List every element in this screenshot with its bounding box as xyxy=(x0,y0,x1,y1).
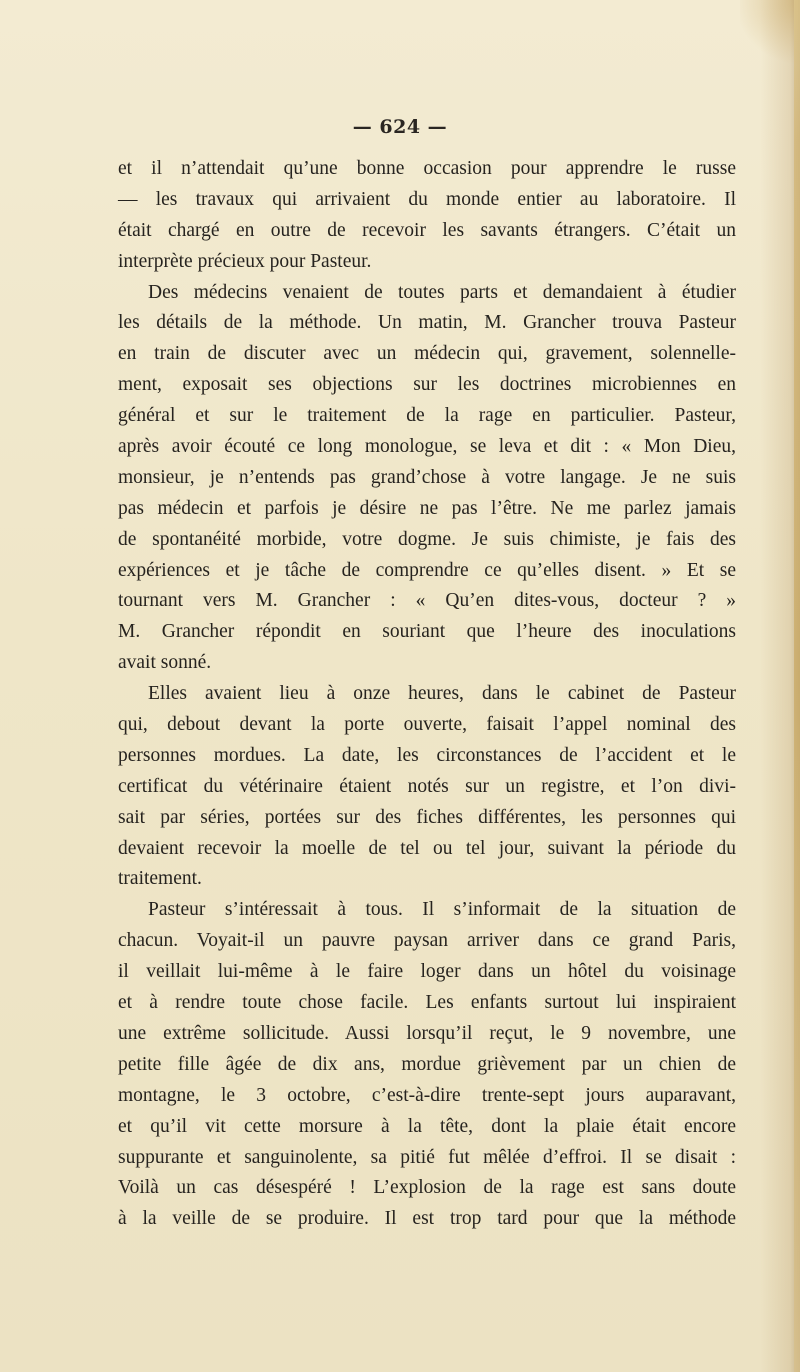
page-number: — 624 — xyxy=(352,116,448,138)
text-line: de spontanéité morbide, votre dogme. Je suis chimiste, je fais des xyxy=(118,528,736,550)
text-line: avait sonné. xyxy=(118,652,212,674)
text-line: il veillait lui-même à le faire loger dans un hôtel du voisinage xyxy=(118,961,736,983)
text-line: traitement. xyxy=(118,868,202,890)
text-line: en train de discuter avec un médecin qui, gravement, solennelle- xyxy=(118,343,736,365)
text-line: Voilà un cas désespéré ! L’explosion de la rage est sans doute xyxy=(118,1177,736,1199)
text-line: ment, exposait ses objections sur les doctrines microbiennes en xyxy=(118,374,736,396)
text-line: Elles avaient lieu à onze heures, dans le cabinet de Pasteur xyxy=(148,683,736,705)
text-line: expériences et je tâche de comprendre ce qu’elles disent. » Et se xyxy=(118,559,736,581)
text-line: une extrême sollicitude. Aussi lorsqu’il reçut, le 9 novembre, une xyxy=(118,1022,736,1044)
text-line: tournant vers M. Grancher : « Qu’en dites-vous, docteur ? » xyxy=(118,590,736,612)
text-line: et qu’il vit cette morsure à la tête, dont la plaie était encore xyxy=(118,1115,736,1137)
text-line: chacun. Voyait-il un pauvre paysan arriver dans ce grand Paris, xyxy=(118,930,736,952)
text-line: général et sur le traitement de la rage en particulier. Pasteur, xyxy=(118,405,736,427)
body-text xyxy=(118,154,736,1235)
text-line: les détails de la méthode. Un matin, M. Grancher trouva Pasteur xyxy=(118,312,736,334)
text-line: M. Grancher répondit en souriant que l’heure des inoculations xyxy=(118,621,736,643)
text-line: devaient recevoir la moelle de tel ou tel jour, suivant la période du xyxy=(118,837,736,859)
text-line: après avoir écouté ce long monologue, se leva et dit : « Mon Dieu, xyxy=(118,436,736,458)
text-line: personnes mordues. La date, les circonstances de l’accident et le xyxy=(118,744,736,766)
text-line: et il n’attendait qu’une bonne occasion pour apprendre le russe xyxy=(118,158,736,179)
text-line: Pasteur s’intéressait à tous. Il s’informait de la situation de xyxy=(148,899,736,921)
text-line: Des médecins venaient de toutes parts et demandaient à étudier xyxy=(148,281,736,303)
text-line: à la veille de se produire. Il est trop tard pour que la méthode xyxy=(118,1208,736,1230)
page-edge xyxy=(794,0,800,1372)
text-line: interprète précieux pour Pasteur. xyxy=(118,250,372,272)
text-line: pas médecin et parfois je désire ne pas l’être. Ne me parlez jamais xyxy=(118,497,736,519)
text-line: — les travaux qui arrivaient du monde entier au laboratoire. Il xyxy=(118,188,736,210)
text-line: était chargé en outre de recevoir les savants étrangers. C’était un xyxy=(118,219,736,241)
text-line: monsieur, je n’entends pas grand’chose à votre langage. Je ne suis xyxy=(118,466,736,488)
text-line: certificat du vétérinaire étaient notés sur un registre, et l’on divi- xyxy=(118,775,736,797)
text-line: qui, debout devant la porte ouverte, faisait l’appel nominal des xyxy=(118,714,736,736)
text-line: sait par séries, portées sur des fiches différentes, les personnes qui xyxy=(118,806,736,828)
text-line: suppurante et sanguinolente, sa pitié fut mêlée d’effroi. Il se disait : xyxy=(118,1146,736,1168)
text-line: petite fille âgée de dix ans, mordue grièvement par un chien de xyxy=(118,1053,736,1075)
text-line: et à rendre toute chose facile. Les enfants surtout lui inspiraient xyxy=(118,992,736,1014)
text-line: montagne, le 3 octobre, c’est-à-dire trente-sept jours auparavant, xyxy=(118,1084,736,1106)
paper-stain xyxy=(740,0,800,70)
